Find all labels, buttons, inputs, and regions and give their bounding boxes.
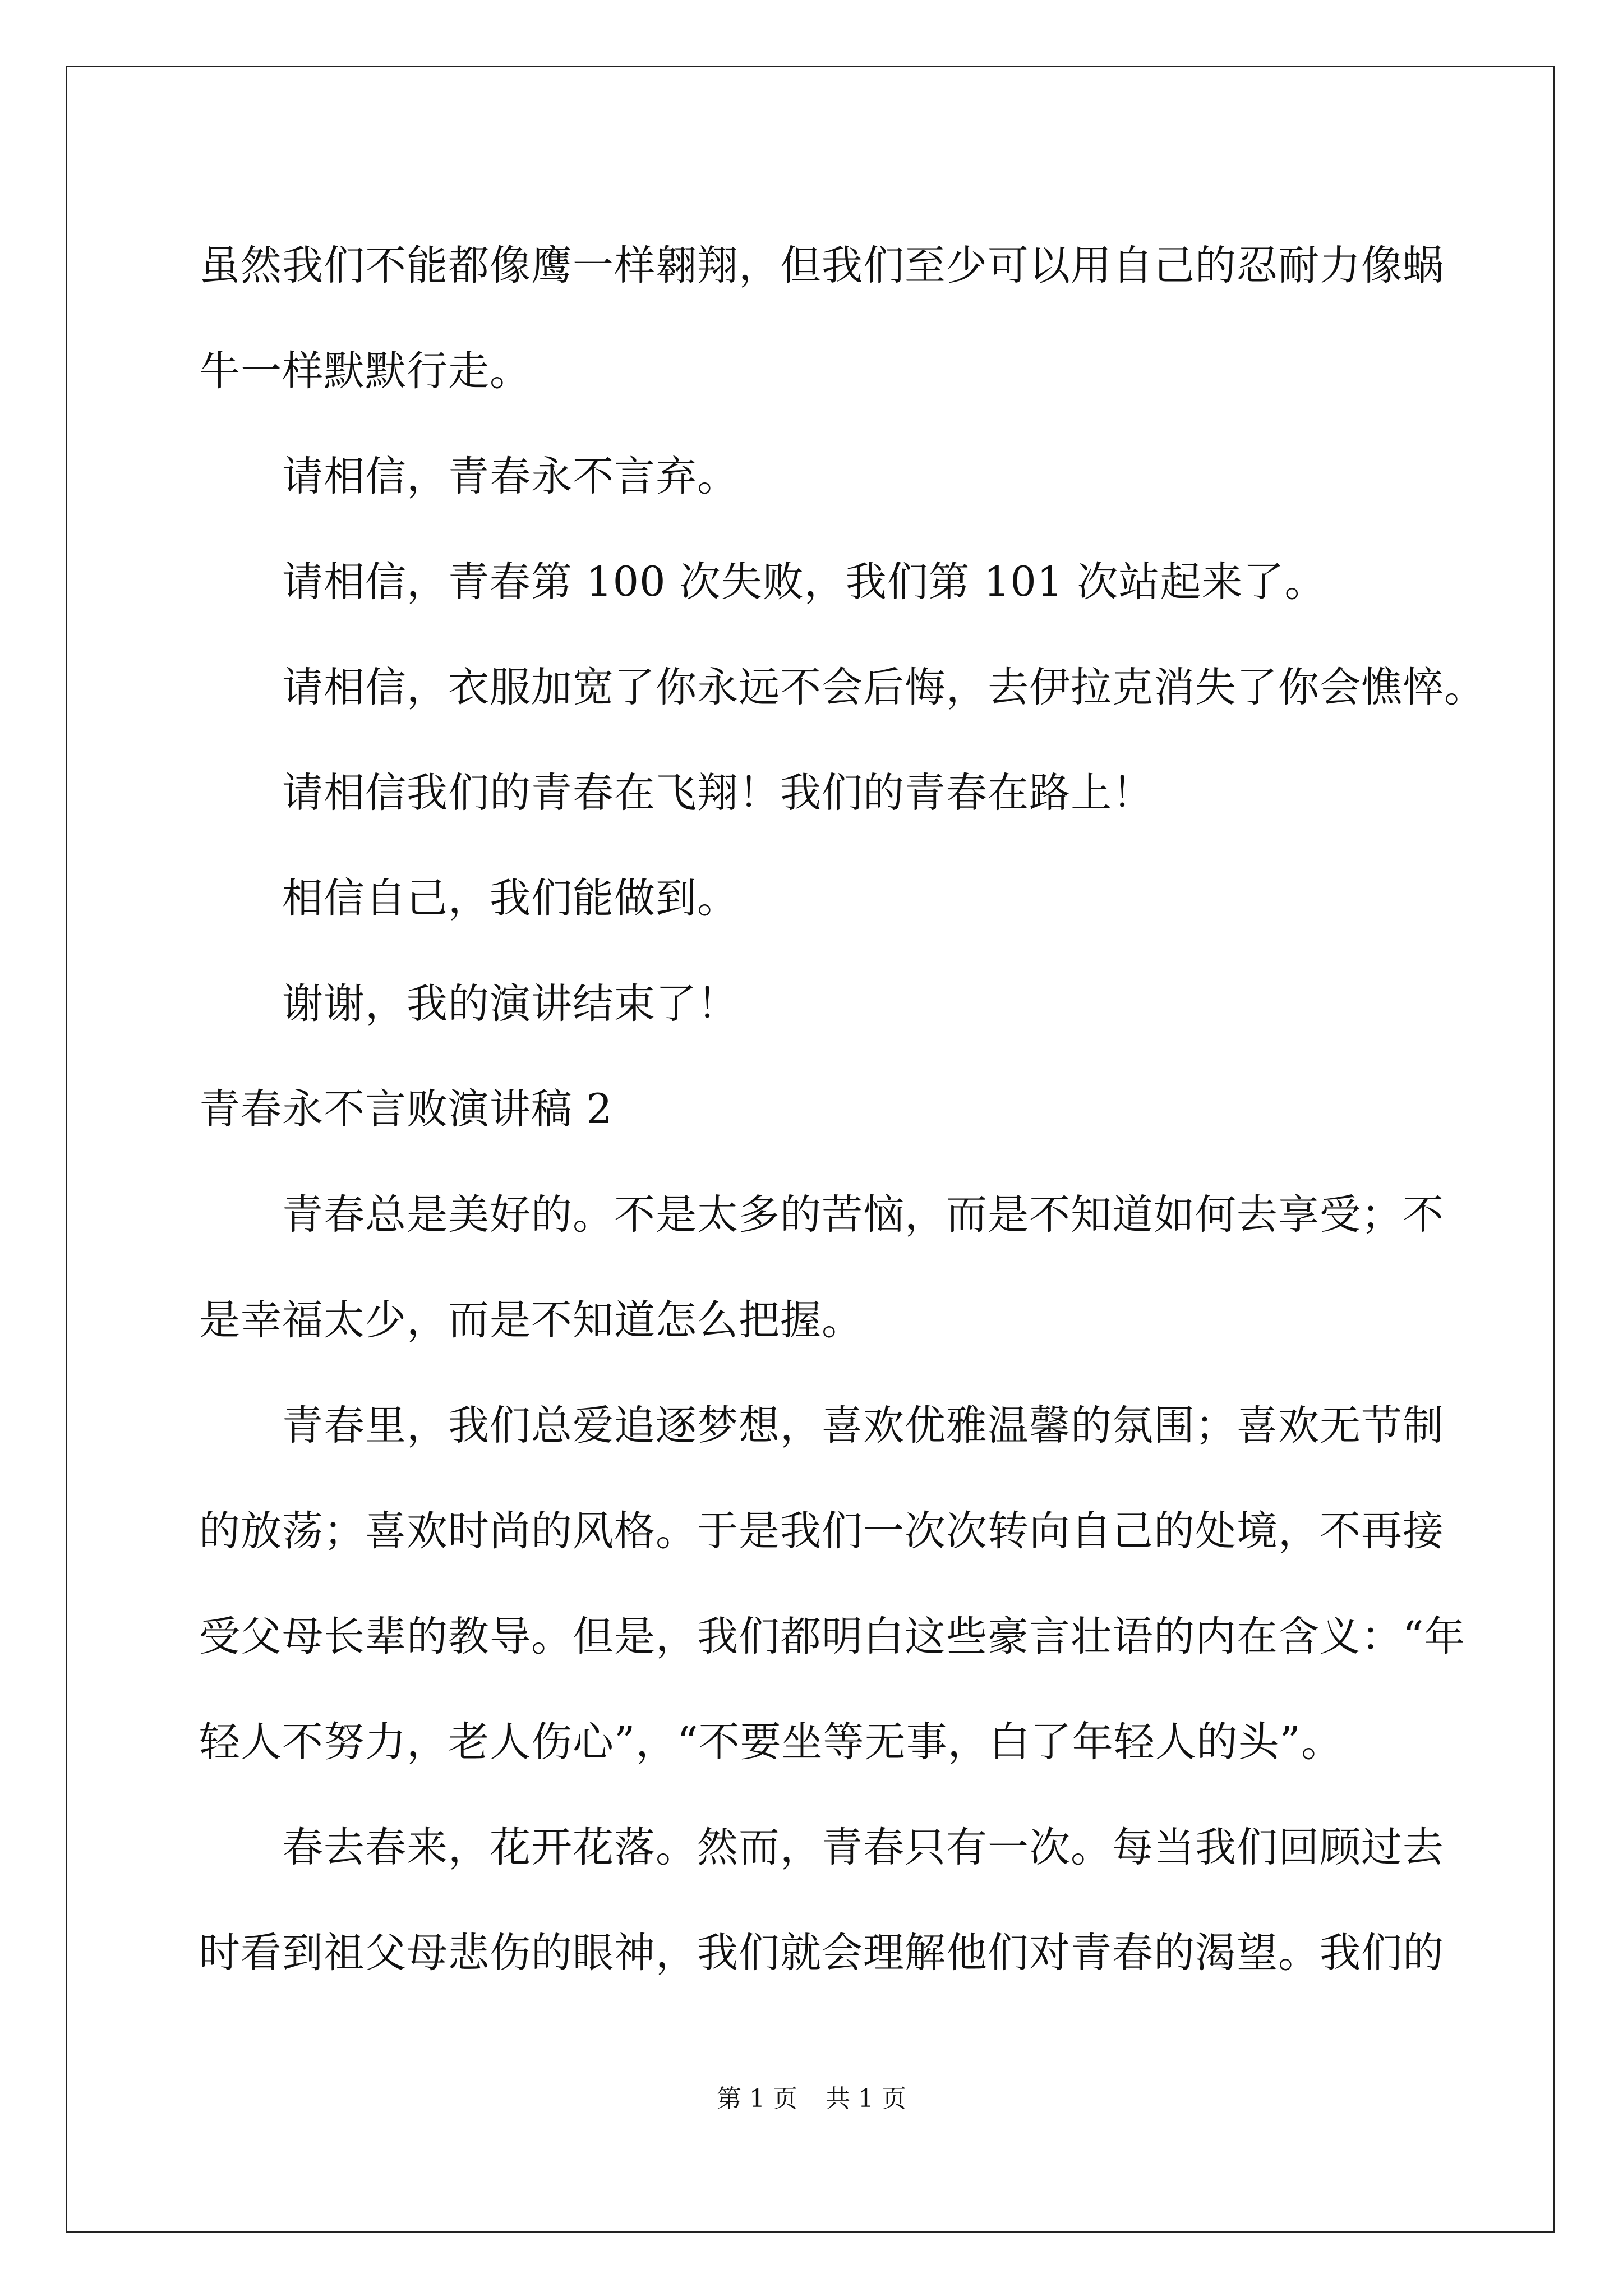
- paragraph-line: 请相信，衣服加宽了你永远不会后悔，去伊拉克消失了你会憔悴。: [282, 664, 1486, 711]
- paragraph-line: 是幸福太少，而是不知道怎么把握。: [199, 1296, 863, 1344]
- paragraph-line: 请相信，青春第 100 次失败，我们第 101 次站起来了。: [282, 558, 1326, 606]
- paragraph-line: 谢谢，我的演讲结束了！: [282, 980, 739, 1028]
- page-number-total: 共 1 页: [826, 2085, 906, 2113]
- paragraph-line: 牛一样默默行走。: [199, 347, 531, 395]
- paragraph-line: 虽然我们不能都像鹰一样翱翔，但我们至少可以用自己的忍耐力像蜗: [199, 242, 1444, 289]
- paragraph-line: 相信自己，我们能做到。: [282, 875, 739, 922]
- paragraph-line: 青春总是美好的。不是太多的苦恼，而是不知道如何去享受；不: [282, 1191, 1444, 1239]
- paragraph-line: 春去春来，花开花落。然而，青春只有一次。每当我们回顾过去: [282, 1824, 1444, 1871]
- paragraph-line: 轻人不努力，老人伤心”，“不要坐等无事，白了年轻人的头”。: [199, 1718, 1343, 1766]
- paragraph-line: 的放荡；喜欢时尚的风格。于是我们一次次转向自己的处境，不再接: [199, 1507, 1444, 1555]
- paragraph-line: 请相信，青春永不言弃。: [282, 453, 739, 500]
- section-heading: 青春永不言败演讲稿 2: [199, 1085, 613, 1133]
- paragraph-line: 受父母长辈的教导。但是，我们都明白这些豪言壮语的内在含义：“年: [199, 1613, 1466, 1660]
- document-body: [199, 213, 1486, 2006]
- page-number-current: 第 1 页: [717, 2085, 797, 2113]
- paragraph-line: 青春里，我们总爱追逐梦想，喜欢优雅温馨的氛围；喜欢无节制: [282, 1402, 1444, 1450]
- paragraph-line: 请相信我们的青春在飞翔！我们的青春在路上！: [282, 769, 1154, 817]
- page-footer: [0, 2082, 1623, 2116]
- paragraph-line: 时看到祖父母悲伤的眼神，我们就会理解他们对青春的渴望。我们的: [199, 1929, 1444, 1977]
